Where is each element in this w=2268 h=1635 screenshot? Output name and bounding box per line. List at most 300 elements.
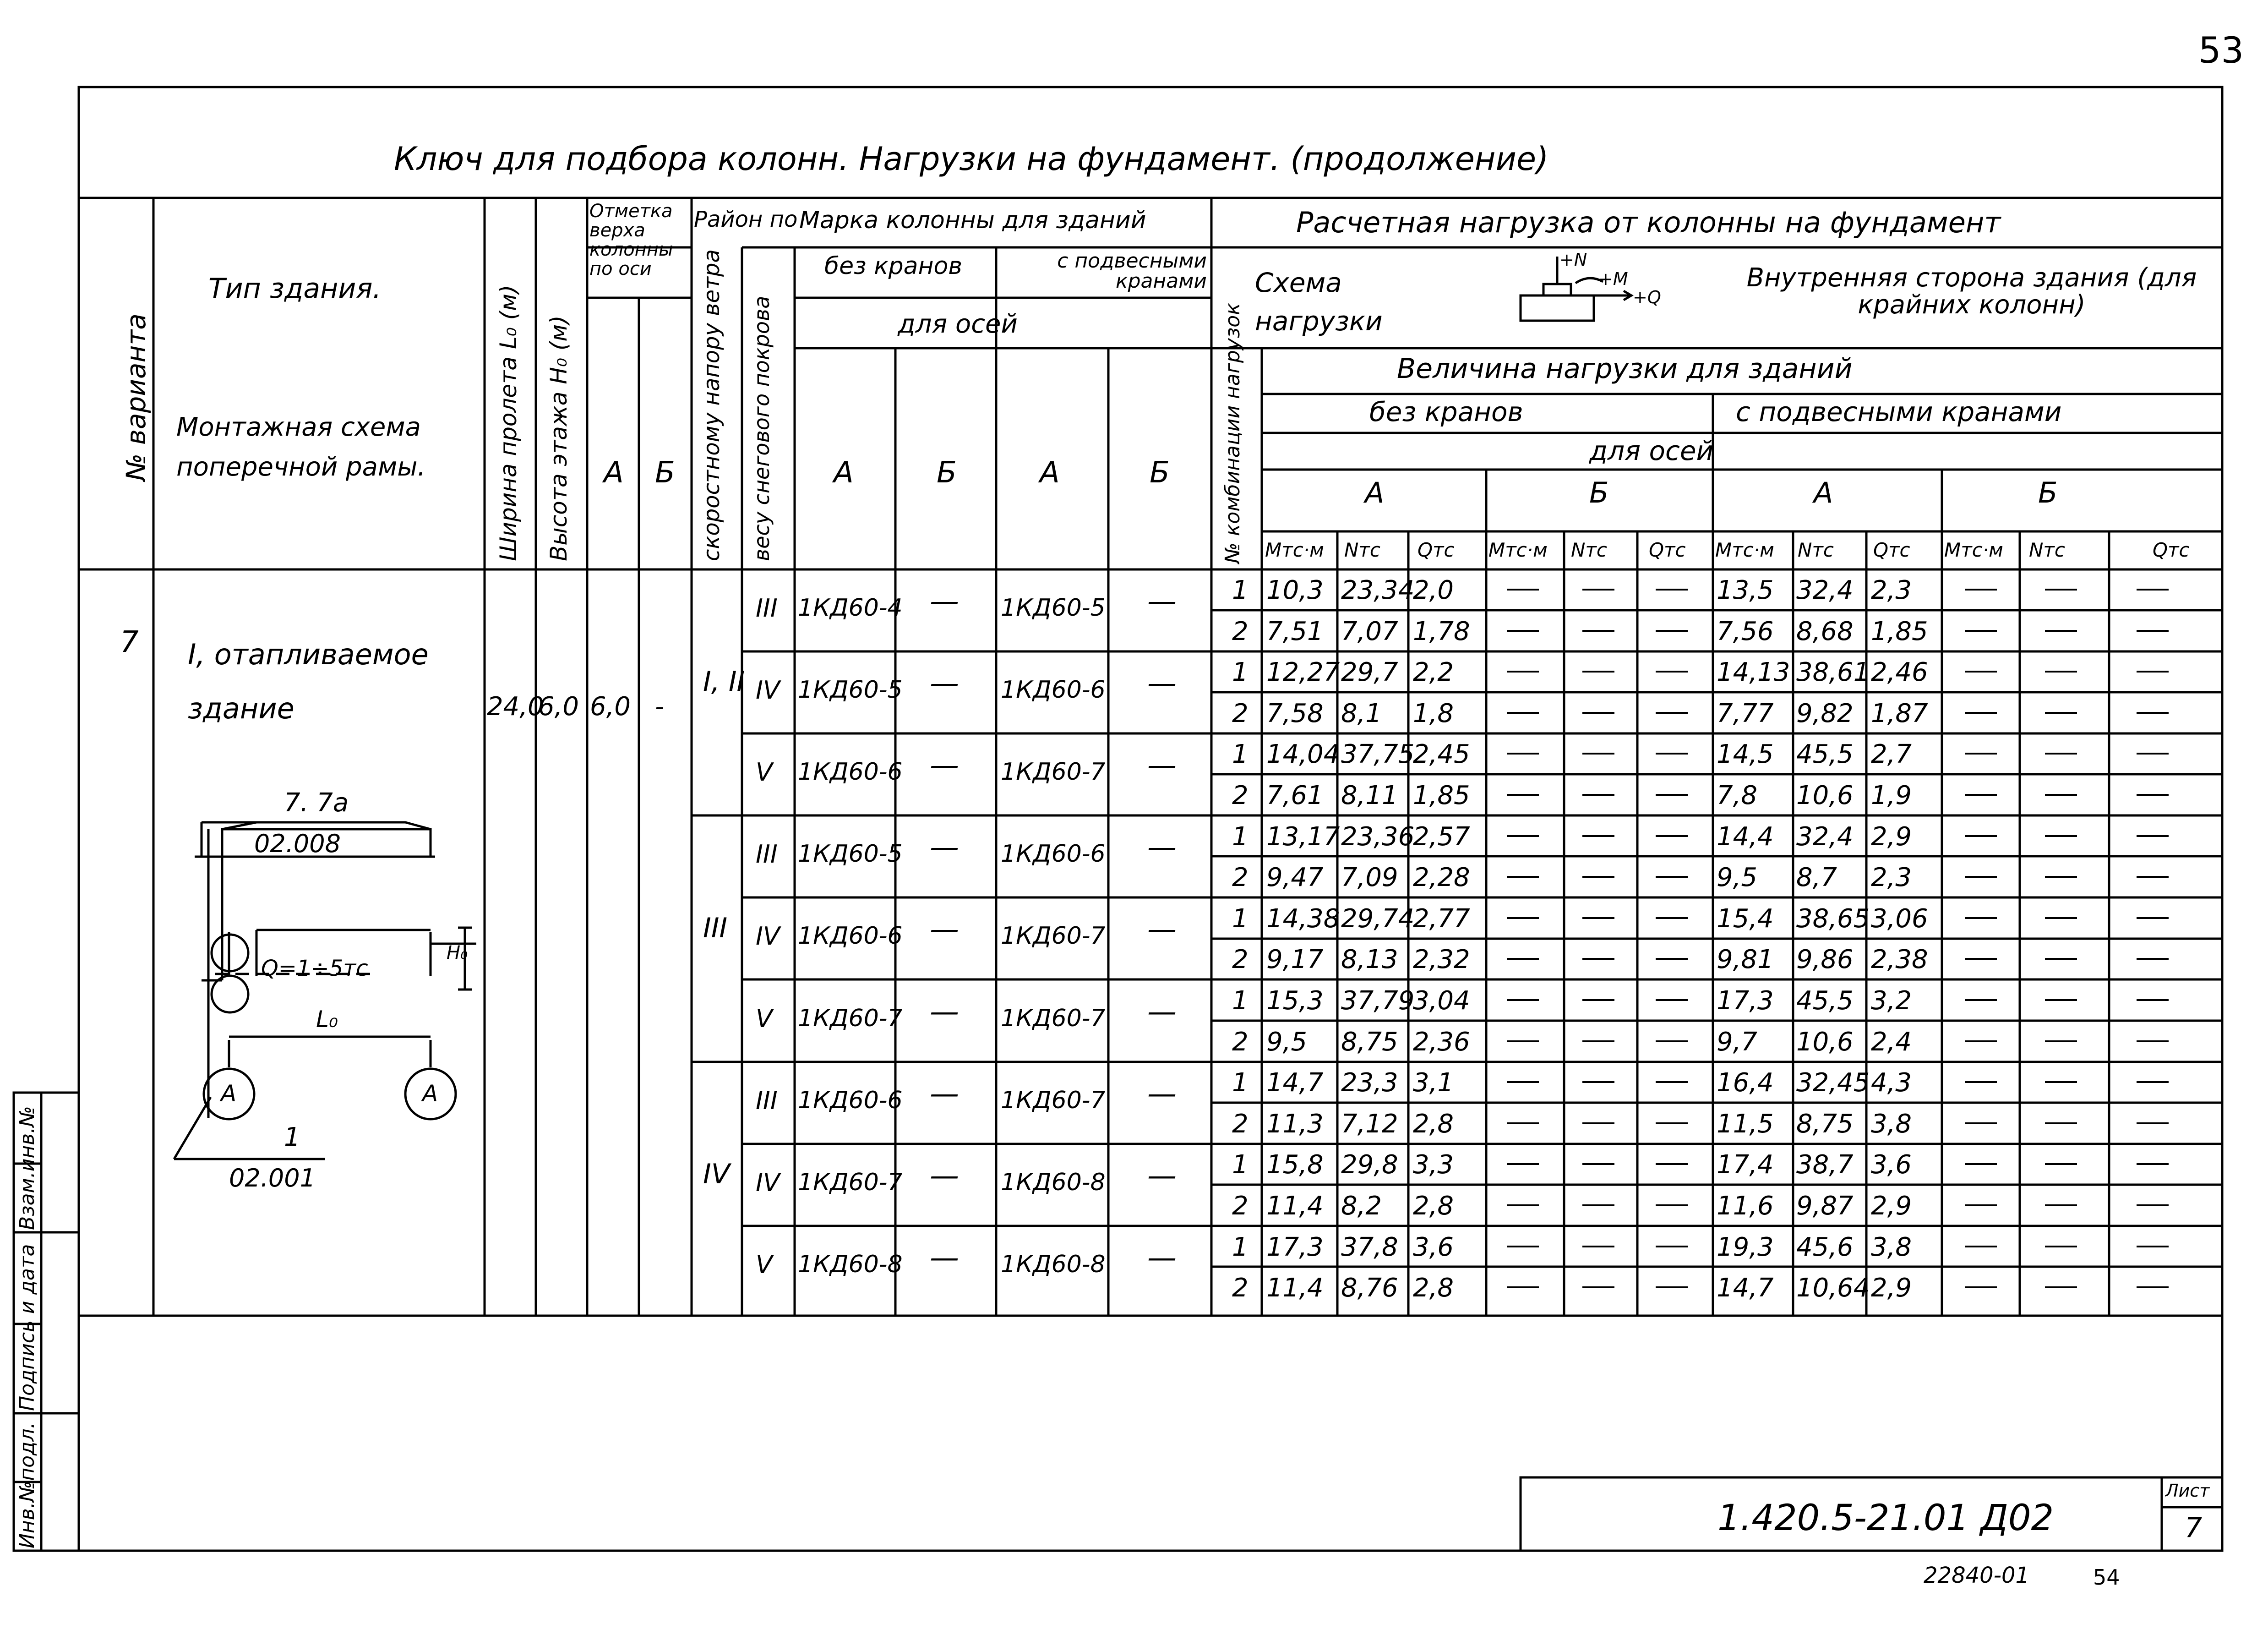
load-q-no-cranes-a: 1,85 (1413, 781, 1470, 810)
load-n-hanging-a: 45,5 (1796, 986, 1854, 1016)
combination-no: 2 (1232, 1109, 1248, 1139)
load-q-hanging-a: 2,4 (1871, 1027, 1912, 1057)
unit-m-1: Мтс·м (1265, 539, 1324, 561)
column-mark-b-hanging: — (1147, 749, 1177, 782)
header-inner-side: Внутренняя сторона здания (для крайних колонн) (1746, 263, 2197, 320)
empty-cell-dash (1507, 1040, 1539, 1042)
load-m-no-cranes-a: 7,58 (1266, 698, 1324, 728)
empty-cell-dash (1582, 835, 1614, 837)
empty-cell-dash (2045, 835, 2077, 837)
load-m-no-cranes-a: 14,7 (1266, 1068, 1324, 1098)
top-mark-b: - (655, 692, 665, 722)
column-mark-b-no-cranes: — (930, 1159, 959, 1193)
load-q-no-cranes-a: 2,8 (1413, 1109, 1454, 1139)
empty-cell-dash (1582, 1081, 1614, 1083)
empty-cell-dash (1507, 958, 1539, 960)
page-title: Ключ для подбора колонн. Нагрузки на фундамент. (продолжение) (394, 140, 1549, 178)
empty-cell-dash (1656, 917, 1688, 919)
column-mark-b-hanging: — (1147, 1159, 1177, 1193)
load-n-hanging-a: 10,64 (1796, 1273, 1870, 1303)
load-m-hanging-a: 14,5 (1717, 739, 1774, 770)
load-n-no-cranes-a: 8,76 (1341, 1273, 1398, 1303)
combination-no: 2 (1232, 781, 1248, 810)
column-mark-a-hanging: 1КД60-7 (1001, 1004, 1106, 1032)
empty-cell-dash (1965, 1246, 1997, 1247)
column-mark-a-no-cranes: 1КД60-5 (798, 840, 903, 868)
unit-n-4: Nтс (2029, 539, 2065, 561)
diagram-l0: L₀ (316, 1006, 338, 1033)
column-mark-a-no-cranes: 1КД60-4 (798, 594, 903, 622)
load-n-no-cranes-a: 23,34 (1341, 575, 1415, 605)
empty-cell-dash (2045, 958, 2077, 960)
header-assembly-scheme: Монтажная схема поперечной рамы. (176, 412, 426, 482)
load-q-hanging-a: 2,9 (1871, 821, 1912, 852)
diagram-h0: H₀ (447, 942, 468, 963)
empty-cell-dash (1965, 958, 1997, 960)
snow-region: V (756, 1250, 773, 1280)
empty-cell-dash (2137, 999, 2169, 1001)
side-stamp-sign: Подпись и дата (16, 1244, 39, 1411)
load-n-hanging-a: 9,82 (1796, 698, 1854, 728)
combination-no: 1 (1232, 1150, 1248, 1180)
load-q-no-cranes-a: 2,77 (1413, 903, 1470, 934)
empty-cell-dash (1507, 794, 1539, 796)
empty-cell-dash (2045, 876, 2077, 878)
empty-cell-dash (1656, 1204, 1688, 1206)
load-n-hanging-a: 32,4 (1796, 821, 1854, 852)
load-n-no-cranes-a: 8,1 (1341, 698, 1382, 728)
load-n-no-cranes-a: 29,74 (1341, 903, 1415, 934)
empty-cell-dash (1965, 1286, 1997, 1288)
combination-no: 2 (1232, 863, 1248, 893)
empty-cell-dash (1507, 1246, 1539, 1247)
header-load-b2: Б (2038, 476, 2058, 509)
column-mark-a-hanging: 1КД60-8 (1001, 1169, 1106, 1196)
empty-cell-dash (1656, 999, 1688, 1001)
empty-cell-dash (1582, 917, 1614, 919)
empty-cell-dash (1582, 1246, 1614, 1247)
sheet-number: 7 (2185, 1512, 2203, 1544)
empty-cell-dash (1656, 671, 1688, 673)
load-m-hanging-a: 7,56 (1717, 616, 1774, 646)
empty-cell-dash (1965, 1040, 1997, 1042)
load-m-hanging-a: 15,4 (1717, 903, 1774, 934)
load-q-no-cranes-a: 2,8 (1413, 1273, 1454, 1303)
load-n-no-cranes-a: 8,13 (1341, 945, 1398, 975)
empty-cell-dash (2045, 589, 2077, 591)
column-mark-a-no-cranes: 1КД60-7 (798, 1169, 903, 1196)
load-m-hanging-a: 16,4 (1717, 1068, 1774, 1098)
header-floor-height: Высота этажа H₀ (м) (545, 315, 572, 561)
snow-region: III (756, 840, 778, 869)
empty-cell-dash (1582, 1163, 1614, 1165)
empty-cell-dash (2045, 1246, 2077, 1247)
empty-cell-dash (1507, 671, 1539, 673)
load-m-no-cranes-a: 11,4 (1266, 1273, 1324, 1303)
side-stamp-replace: Взам.инв.№ (16, 1106, 39, 1230)
empty-cell-dash (2137, 1286, 2169, 1288)
combination-no: 2 (1232, 1027, 1248, 1057)
empty-cell-dash (1582, 999, 1614, 1001)
empty-cell-dash (2137, 589, 2169, 591)
load-q-hanging-a: 1,87 (1871, 698, 1928, 728)
empty-cell-dash (2045, 1286, 2077, 1288)
load-m-hanging-a: 14,4 (1717, 821, 1774, 852)
unit-q-2: Qтс (1649, 539, 1686, 561)
column-mark-b-hanging: — (1147, 913, 1177, 947)
empty-cell-dash (2137, 794, 2169, 796)
empty-cell-dash (2137, 1163, 2169, 1165)
snow-region: IV (756, 1168, 780, 1197)
empty-cell-dash (1582, 1122, 1614, 1124)
empty-cell-dash (1656, 1163, 1688, 1165)
column-mark-a-no-cranes: 1КД60-6 (798, 758, 903, 786)
empty-cell-dash (1582, 1040, 1614, 1042)
load-q-no-cranes-a: 2,36 (1413, 1027, 1470, 1057)
column-mark-b-hanging: — (1147, 1241, 1177, 1275)
load-q-hanging-a: 2,3 (1871, 863, 1912, 893)
header-column-mark: Марка колонны для зданий (799, 207, 1146, 234)
header-snow: весу снегового покрова (749, 295, 774, 561)
load-m-no-cranes-a: 15,8 (1266, 1150, 1324, 1180)
header-col-a2: А (1040, 456, 1060, 490)
unit-m-4: Мтс·м (1944, 539, 2003, 561)
combination-no: 1 (1232, 739, 1248, 770)
header-no-cranes: без кранов (824, 252, 962, 280)
load-q-no-cranes-a: 2,45 (1413, 739, 1470, 770)
header-load-magnitude: Величина нагрузки для зданий (1397, 353, 1853, 385)
load-m-hanging-a: 11,5 (1717, 1109, 1774, 1139)
load-q-hanging-a: 3,8 (1871, 1232, 1912, 1262)
load-q-hanging-a: 2,9 (1871, 1273, 1912, 1303)
combination-no: 2 (1232, 1191, 1248, 1221)
empty-cell-dash (2045, 712, 2077, 714)
column-mark-b-no-cranes: — (930, 749, 959, 782)
empty-cell-dash (1965, 671, 1997, 673)
empty-cell-dash (1656, 1286, 1688, 1288)
load-m-hanging-a: 9,81 (1717, 945, 1774, 975)
wind-region: I, II (703, 666, 745, 698)
load-q-hanging-a: 3,6 (1871, 1150, 1912, 1180)
empty-cell-dash (1656, 1081, 1688, 1083)
empty-cell-dash (1965, 1122, 1997, 1124)
load-n-no-cranes-a: 8,11 (1341, 781, 1398, 810)
load-n-hanging-a: 8,68 (1796, 616, 1854, 646)
load-q-no-cranes-a: 2,8 (1413, 1191, 1454, 1221)
top-mark-a: 6,0 (590, 692, 631, 722)
scheme-q: +Q (1633, 287, 1661, 307)
empty-cell-dash (1507, 589, 1539, 591)
load-m-hanging-a: 17,4 (1717, 1150, 1774, 1180)
empty-cell-dash (1582, 876, 1614, 878)
empty-cell-dash (1507, 835, 1539, 837)
header-wind: скоростному напору ветра (699, 249, 725, 561)
load-m-hanging-a: 14,13 (1717, 657, 1790, 688)
empty-cell-dash (1582, 1286, 1614, 1288)
load-m-no-cranes-a: 13,17 (1266, 821, 1340, 852)
load-q-hanging-a: 3,8 (1871, 1109, 1912, 1139)
empty-cell-dash (1965, 876, 1997, 878)
column-mark-a-hanging: 1КД60-7 (1001, 1086, 1106, 1114)
empty-cell-dash (1965, 753, 1997, 755)
empty-cell-dash (1965, 999, 1997, 1001)
wind-region: IV (703, 1158, 730, 1191)
load-n-hanging-a: 9,86 (1796, 945, 1854, 975)
empty-cell-dash (2045, 1204, 2077, 1206)
load-q-hanging-a: 2,7 (1871, 739, 1912, 770)
load-q-no-cranes-a: 3,04 (1413, 986, 1470, 1016)
empty-cell-dash (1582, 1204, 1614, 1206)
empty-cell-dash (1965, 917, 1997, 919)
load-q-no-cranes-a: 3,3 (1413, 1150, 1454, 1180)
empty-cell-dash (1656, 1122, 1688, 1124)
load-n-hanging-a: 32,4 (1796, 575, 1854, 605)
empty-cell-dash (2137, 753, 2169, 755)
column-mark-b-no-cranes: — (930, 995, 959, 1029)
empty-cell-dash (1965, 835, 1997, 837)
building-type: I, отапливаемое здание (188, 638, 429, 725)
column-mark-a-hanging: 1КД60-7 (1001, 922, 1106, 950)
empty-cell-dash (2045, 999, 2077, 1001)
load-n-hanging-a: 45,5 (1796, 739, 1854, 770)
snow-region: IV (756, 675, 780, 705)
snow-region: III (756, 593, 778, 623)
header-hanging-cranes: с подвесными кранами (1057, 249, 1207, 293)
header-for-axes-2: для осей (1589, 435, 1714, 466)
load-q-no-cranes-a: 1,8 (1413, 698, 1454, 728)
unit-q-4: Qтс (2153, 539, 2190, 561)
load-q-hanging-a: 2,38 (1871, 945, 1928, 975)
empty-cell-dash (1507, 1081, 1539, 1083)
load-q-no-cranes-a: 2,32 (1413, 945, 1470, 975)
empty-cell-dash (1507, 712, 1539, 714)
combination-no: 1 (1232, 903, 1248, 934)
empty-cell-dash (1507, 630, 1539, 632)
load-m-no-cranes-a: 12,27 (1266, 657, 1340, 688)
load-m-no-cranes-a: 9,17 (1266, 945, 1324, 975)
wind-region: III (703, 912, 728, 944)
load-q-no-cranes-a: 2,57 (1413, 821, 1470, 852)
load-n-hanging-a: 8,7 (1796, 863, 1837, 893)
empty-cell-dash (2045, 1081, 2077, 1083)
snow-region: V (756, 758, 773, 787)
empty-cell-dash (2045, 1163, 2077, 1165)
diagram-crane: Q=1÷5тс (261, 956, 368, 981)
empty-cell-dash (2045, 1122, 2077, 1124)
column-mark-b-no-cranes: — (930, 584, 959, 618)
empty-cell-dash (1507, 1122, 1539, 1124)
load-n-hanging-a: 10,6 (1796, 1027, 1854, 1057)
empty-cell-dash (2137, 671, 2169, 673)
empty-cell-dash (1507, 1163, 1539, 1165)
load-n-no-cranes-a: 7,12 (1341, 1109, 1398, 1139)
load-n-hanging-a: 38,61 (1796, 657, 1870, 688)
bottom-page-number: 54 (2093, 1565, 2120, 1590)
empty-cell-dash (1965, 1081, 1997, 1083)
page-number: 53 (2198, 30, 2244, 71)
load-n-hanging-a: 8,75 (1796, 1109, 1854, 1139)
empty-cell-dash (1507, 1286, 1539, 1288)
combination-no: 2 (1232, 616, 1248, 646)
empty-cell-dash (1656, 1040, 1688, 1042)
span-width: 24,0 (487, 692, 544, 722)
empty-cell-dash (2137, 1040, 2169, 1042)
variant-number: 7 (120, 625, 139, 659)
header-col-b2: Б (1150, 456, 1170, 490)
column-mark-b-no-cranes: — (930, 1241, 959, 1275)
load-q-no-cranes-a: 3,1 (1413, 1068, 1454, 1098)
empty-cell-dash (2137, 1081, 2169, 1083)
load-n-no-cranes-a: 29,8 (1341, 1150, 1398, 1180)
column-mark-b-hanging: — (1147, 831, 1177, 865)
load-m-no-cranes-a: 15,3 (1266, 986, 1324, 1016)
column-mark-a-no-cranes: 1КД60-6 (798, 1086, 903, 1114)
header-col-a1: А (834, 456, 854, 490)
load-m-hanging-a: 7,77 (1717, 698, 1774, 728)
empty-cell-dash (1582, 630, 1614, 632)
load-m-no-cranes-a: 7,61 (1266, 781, 1324, 810)
empty-cell-dash (1582, 589, 1614, 591)
combination-no: 1 (1232, 1232, 1248, 1262)
empty-cell-dash (1582, 794, 1614, 796)
unit-q-1: Qтс (1418, 539, 1455, 561)
column-mark-b-hanging: — (1147, 666, 1177, 700)
load-m-no-cranes-a: 11,4 (1266, 1191, 1324, 1221)
load-q-hanging-a: 3,2 (1871, 986, 1912, 1016)
combination-no: 1 (1232, 657, 1248, 688)
empty-cell-dash (1656, 1246, 1688, 1247)
empty-cell-dash (2045, 1040, 2077, 1042)
empty-cell-dash (1582, 712, 1614, 714)
empty-cell-dash (2045, 917, 2077, 919)
header-col-b1: Б (937, 456, 957, 490)
unit-q-3: Qтс (1873, 539, 1910, 561)
header-for-axes: для осей (898, 309, 1018, 339)
empty-cell-dash (2045, 630, 2077, 632)
header-variant-no: № варианта (120, 313, 152, 481)
empty-cell-dash (2137, 835, 2169, 837)
load-m-no-cranes-a: 10,3 (1266, 575, 1324, 605)
empty-cell-dash (2137, 630, 2169, 632)
diagram-axis-left: А (221, 1080, 237, 1107)
load-n-hanging-a: 38,7 (1796, 1150, 1854, 1180)
empty-cell-dash (1656, 876, 1688, 878)
load-m-no-cranes-a: 14,38 (1266, 903, 1340, 934)
column-mark-b-no-cranes: — (930, 913, 959, 947)
header-load-a1: А (1365, 476, 1385, 509)
header-axis-b: Б (655, 456, 675, 490)
load-m-no-cranes-a: 9,47 (1266, 863, 1324, 893)
unit-n-2: Nтс (1571, 539, 1607, 561)
side-stamp-inv: Инв.№подл. (16, 1422, 39, 1548)
empty-cell-dash (1965, 1204, 1997, 1206)
empty-cell-dash (1582, 958, 1614, 960)
empty-cell-dash (2137, 1122, 2169, 1124)
load-q-hanging-a: 1,9 (1871, 781, 1912, 810)
header-load-b1: Б (1589, 476, 1609, 509)
empty-cell-dash (1656, 589, 1688, 591)
load-n-hanging-a: 10,6 (1796, 781, 1854, 810)
load-m-hanging-a: 13,5 (1717, 575, 1774, 605)
header-load-scheme: Схема нагрузки (1255, 267, 1383, 337)
combination-no: 2 (1232, 698, 1248, 728)
order-number: 22840-01 (1924, 1563, 2030, 1588)
load-q-hanging-a: 3,06 (1871, 903, 1928, 934)
load-m-no-cranes-a: 9,5 (1266, 1027, 1308, 1057)
load-n-no-cranes-a: 7,09 (1341, 863, 1398, 893)
load-n-no-cranes-a: 37,79 (1341, 986, 1415, 1016)
load-q-hanging-a: 4,3 (1871, 1068, 1912, 1098)
empty-cell-dash (1582, 753, 1614, 755)
load-m-hanging-a: 7,8 (1717, 781, 1758, 810)
load-n-no-cranes-a: 8,75 (1341, 1027, 1398, 1057)
empty-cell-dash (1656, 835, 1688, 837)
header-top-mark: Отметка верха колонны по оси (589, 201, 673, 279)
empty-cell-dash (1965, 589, 1997, 591)
sheet-label: Лист (2165, 1481, 2210, 1501)
load-q-no-cranes-a: 2,2 (1413, 657, 1454, 688)
diagram-axis-right: А (422, 1080, 438, 1107)
header-axis-a: А (604, 456, 624, 490)
empty-cell-dash (2045, 794, 2077, 796)
load-n-hanging-a: 9,87 (1796, 1191, 1854, 1221)
floor-height: 6,0 (538, 692, 579, 722)
load-n-no-cranes-a: 37,75 (1341, 739, 1415, 770)
column-mark-a-hanging: 1КД60-6 (1001, 676, 1106, 704)
empty-cell-dash (1656, 958, 1688, 960)
column-mark-a-no-cranes: 1КД60-5 (798, 676, 903, 704)
combination-no: 1 (1232, 575, 1248, 605)
load-m-hanging-a: 11,6 (1717, 1191, 1774, 1221)
load-q-hanging-a: 2,46 (1871, 657, 1928, 688)
column-mark-a-hanging: 1КД60-8 (1001, 1251, 1106, 1279)
load-m-no-cranes-a: 11,3 (1266, 1109, 1324, 1139)
document-code: 1.420.5-21.01 Д02 (1717, 1498, 2054, 1539)
empty-cell-dash (2045, 671, 2077, 673)
load-n-hanging-a: 38,65 (1796, 903, 1870, 934)
load-q-no-cranes-a: 1,78 (1413, 616, 1470, 646)
header-no-cranes-2: без кранов (1369, 396, 1523, 427)
empty-cell-dash (2137, 958, 2169, 960)
load-q-no-cranes-a: 3,6 (1413, 1232, 1454, 1262)
empty-cell-dash (1507, 999, 1539, 1001)
header-hanging-cranes-2: с подвесными кранами (1736, 396, 2062, 427)
empty-cell-dash (2137, 1246, 2169, 1247)
column-mark-b-hanging: — (1147, 1077, 1177, 1111)
column-mark-a-no-cranes: 1КД60-8 (798, 1251, 903, 1279)
load-m-no-cranes-a: 7,51 (1266, 616, 1324, 646)
empty-cell-dash (2137, 876, 2169, 878)
load-n-no-cranes-a: 8,2 (1341, 1191, 1382, 1221)
empty-cell-dash (2137, 1204, 2169, 1206)
load-n-no-cranes-a: 23,36 (1341, 821, 1415, 852)
diagram-bottom-label: 1 (284, 1122, 300, 1152)
load-n-hanging-a: 45,6 (1796, 1232, 1854, 1262)
load-n-no-cranes-a: 37,8 (1341, 1232, 1398, 1262)
load-q-hanging-a: 2,3 (1871, 575, 1912, 605)
snow-region: III (756, 1086, 778, 1115)
empty-cell-dash (1965, 794, 1997, 796)
load-m-hanging-a: 17,3 (1717, 986, 1774, 1016)
empty-cell-dash (1582, 671, 1614, 673)
load-q-no-cranes-a: 2,28 (1413, 863, 1470, 893)
empty-cell-dash (1507, 1204, 1539, 1206)
column-mark-b-no-cranes: — (930, 1077, 959, 1111)
empty-cell-dash (2045, 753, 2077, 755)
load-n-no-cranes-a: 7,07 (1341, 616, 1398, 646)
load-n-no-cranes-a: 23,3 (1341, 1068, 1398, 1098)
load-n-hanging-a: 32,45 (1796, 1068, 1870, 1098)
